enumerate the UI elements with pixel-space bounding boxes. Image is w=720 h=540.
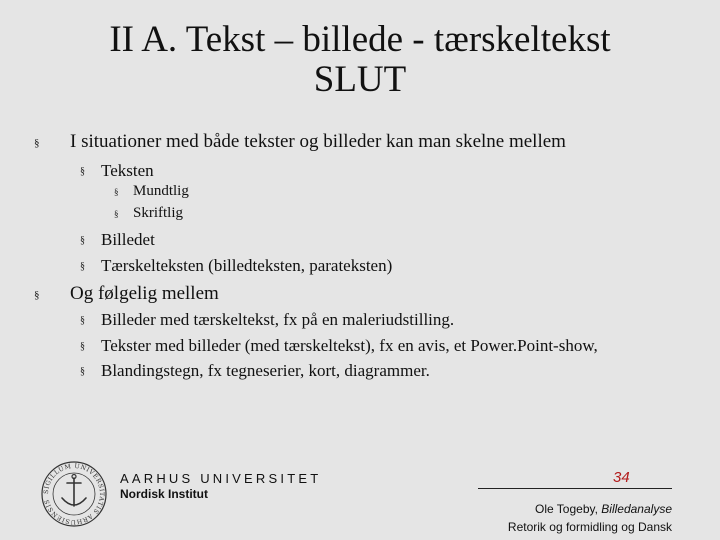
- bullet-level1: [34, 131, 566, 153]
- bullet-level2: [80, 230, 155, 250]
- slide-title-line-2: SLUT: [313, 59, 407, 100]
- author-line-2: Retorik og formidling og Dansk: [507, 520, 672, 534]
- author-name: Ole Togeby,: [535, 502, 602, 516]
- bullet-text: Mundtlig: [133, 183, 189, 199]
- bullet-text: Tærskelteksten (billedteksten, parateksten): [101, 256, 393, 275]
- bullet-level1: [34, 283, 219, 305]
- bullet-marker-icon: §: [80, 366, 85, 377]
- bullet-level2: [80, 310, 454, 330]
- bullet-text: I situationer med både tekster og billeder kan man skelne mellem: [70, 131, 566, 152]
- page-number: 34: [613, 469, 630, 486]
- university-seal-logo: [40, 460, 108, 528]
- university-name: AARHUS UNIVERSITET: [120, 471, 322, 486]
- bullet-text: Skriftlig: [133, 205, 184, 221]
- slide-title-line-1: II A. Tekst – billede - tærskeltekst: [109, 19, 611, 60]
- bullet-marker-icon: §: [80, 341, 85, 352]
- footer-divider: [478, 488, 672, 489]
- institute-name: Nordisk Institut: [120, 487, 209, 501]
- bullet-text: Tekster med billeder (med tærskeltekst), fx en avis, et Power.Point-show,: [101, 336, 598, 355]
- bullet-text: Billeder med tærskeltekst, fx på en maleriudstilling.: [101, 310, 455, 329]
- bullet-level3: [114, 205, 183, 222]
- bullet-text: Blandingstegn, fx tegneserier, kort, diagrammer.: [101, 361, 430, 380]
- svg-text:SIGILLUM UNIVERSITATIS ARHUSIE: SIGILLUM UNIVERSITATIS ARHUSIENSIS: [42, 462, 106, 526]
- bullet-level2: [80, 336, 598, 356]
- bullet-marker-icon: §: [80, 235, 85, 246]
- bullet-level3: [114, 183, 189, 200]
- bullet-level2: [80, 161, 154, 181]
- author-line-1: [535, 502, 672, 516]
- bullet-marker-icon: §: [114, 187, 119, 197]
- bullet-level2: [80, 256, 392, 276]
- bullet-text: Og følgelig mellem: [70, 283, 219, 304]
- bullet-marker-icon: §: [34, 137, 40, 149]
- author-course: Billedanalyse: [601, 502, 672, 516]
- bullet-marker-icon: §: [114, 209, 119, 219]
- bullet-marker-icon: §: [34, 289, 40, 301]
- bullet-text: Teksten: [101, 161, 154, 180]
- bullet-marker-icon: §: [80, 166, 85, 177]
- bullet-level2: [80, 361, 430, 381]
- bullet-text: Billedet: [101, 230, 155, 249]
- bullet-marker-icon: §: [80, 261, 85, 272]
- slide-title: [0, 20, 720, 100]
- bullet-marker-icon: §: [80, 315, 85, 326]
